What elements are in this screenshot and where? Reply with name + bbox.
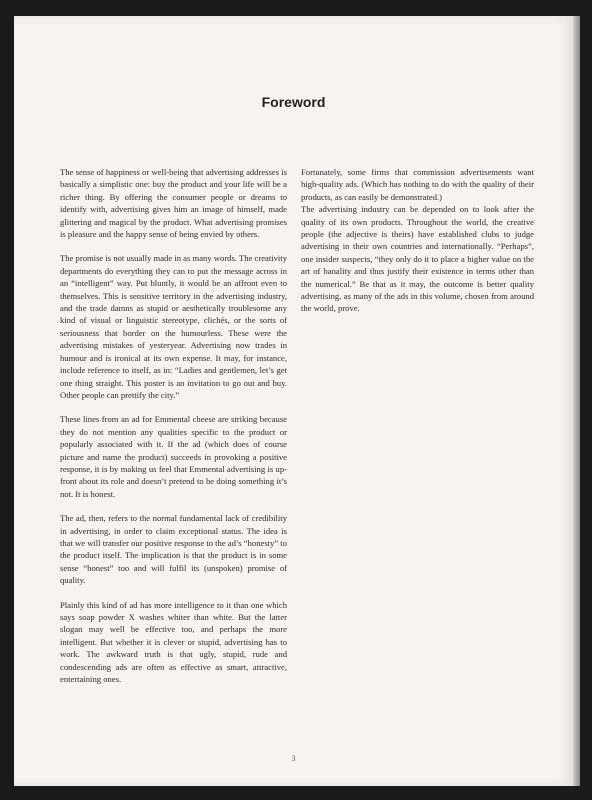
page-title: Foreword xyxy=(261,94,326,110)
paragraph: The advertising industry can be depended on to look after the quality of its own products. Throughout the world, the creative people (the adjective is theirs) have established clubs to judge advertising in their own countries and internationally. “Perhaps”, one insider suspects, “they only do it to place a higher value on the art of banality and thus justify their existence in terms other than the numerical.” Be that as it may, the outcome is better quality advertising, as many of the ads in this volume, chosen from around the world, prove. xyxy=(301,204,534,314)
paragraph: The promise is not usually made in as many words. The creativity departments do everything they can to put the message across in an “intelligent” way. Put bluntly, it would be an affront even to themselves. This is sensitive territory in the advertising industry, and the trade damns as stupid or aesthetically troublesome any kind of visual or linguistic stereotype, clichés, or the sorts of seriousness that border on the humourless. These were the advertising mistakes of yesteryear. Advertising now trades in humour and is ironical at its own expense. It may, for instance, include reference to itself, as in: “Ladies and gentlemen, let’s get one thing straight. This poster is an invitation to go out and buy. Other people can prettify the city.” xyxy=(60,253,287,400)
page-edge xyxy=(573,16,580,786)
page-number: 3 xyxy=(291,754,296,763)
book-page xyxy=(14,16,573,786)
paragraph: Plainly this kind of ad has more intelligence to it than one which says soap powder X washes whiter than white. But the latter slogan may well be effective too, and perhaps the more intelligent. But whether it is clever or stupid, advertising has to work. The awkward truth is that ugly, stupid, rude and condescending ads are often as effective as smart, attractive, entertaining ones. xyxy=(60,599,287,685)
paragraph: These lines from an ad for Emmental cheese are striking because they do not mention any qualities specific to the product or popularly associated with it. If the ad (which does of course picture and name the product) succeeds in provoking a positive response, it is by making us feel that Emmental advertising is up-front about its role and doesn’t pretend to be doing something it’s not. It is honest. xyxy=(60,414,287,499)
left-column xyxy=(60,166,287,697)
right-column xyxy=(301,166,534,315)
paragraph: The ad, then, refers to the normal fundamental lack of credibility in advertising, in order to claim exceptional status. The idea is that we will transfer our positive response to the ad’s “honesty” to the product itself. The implication is that the product is in some sense “honest” too and will fulfil its (unspoken) promise of quality. xyxy=(60,513,287,586)
paragraph: The sense of happiness or well-being that advertising addresses is basically a simplistic one: buy the product and your life will be a richer thing. By offering the consumer people or dreams to identify with, advertising gives him an image of himself, made glittering and magical by the product. What advertising promises is pleasure and the happy sense of being envied by others. xyxy=(60,167,287,240)
paragraph: Fortunately, some firms that commission advertisements want high-quality ads. (Which has nothing to do with the quality of their products, as can easily be demonstrated.) xyxy=(301,167,534,202)
